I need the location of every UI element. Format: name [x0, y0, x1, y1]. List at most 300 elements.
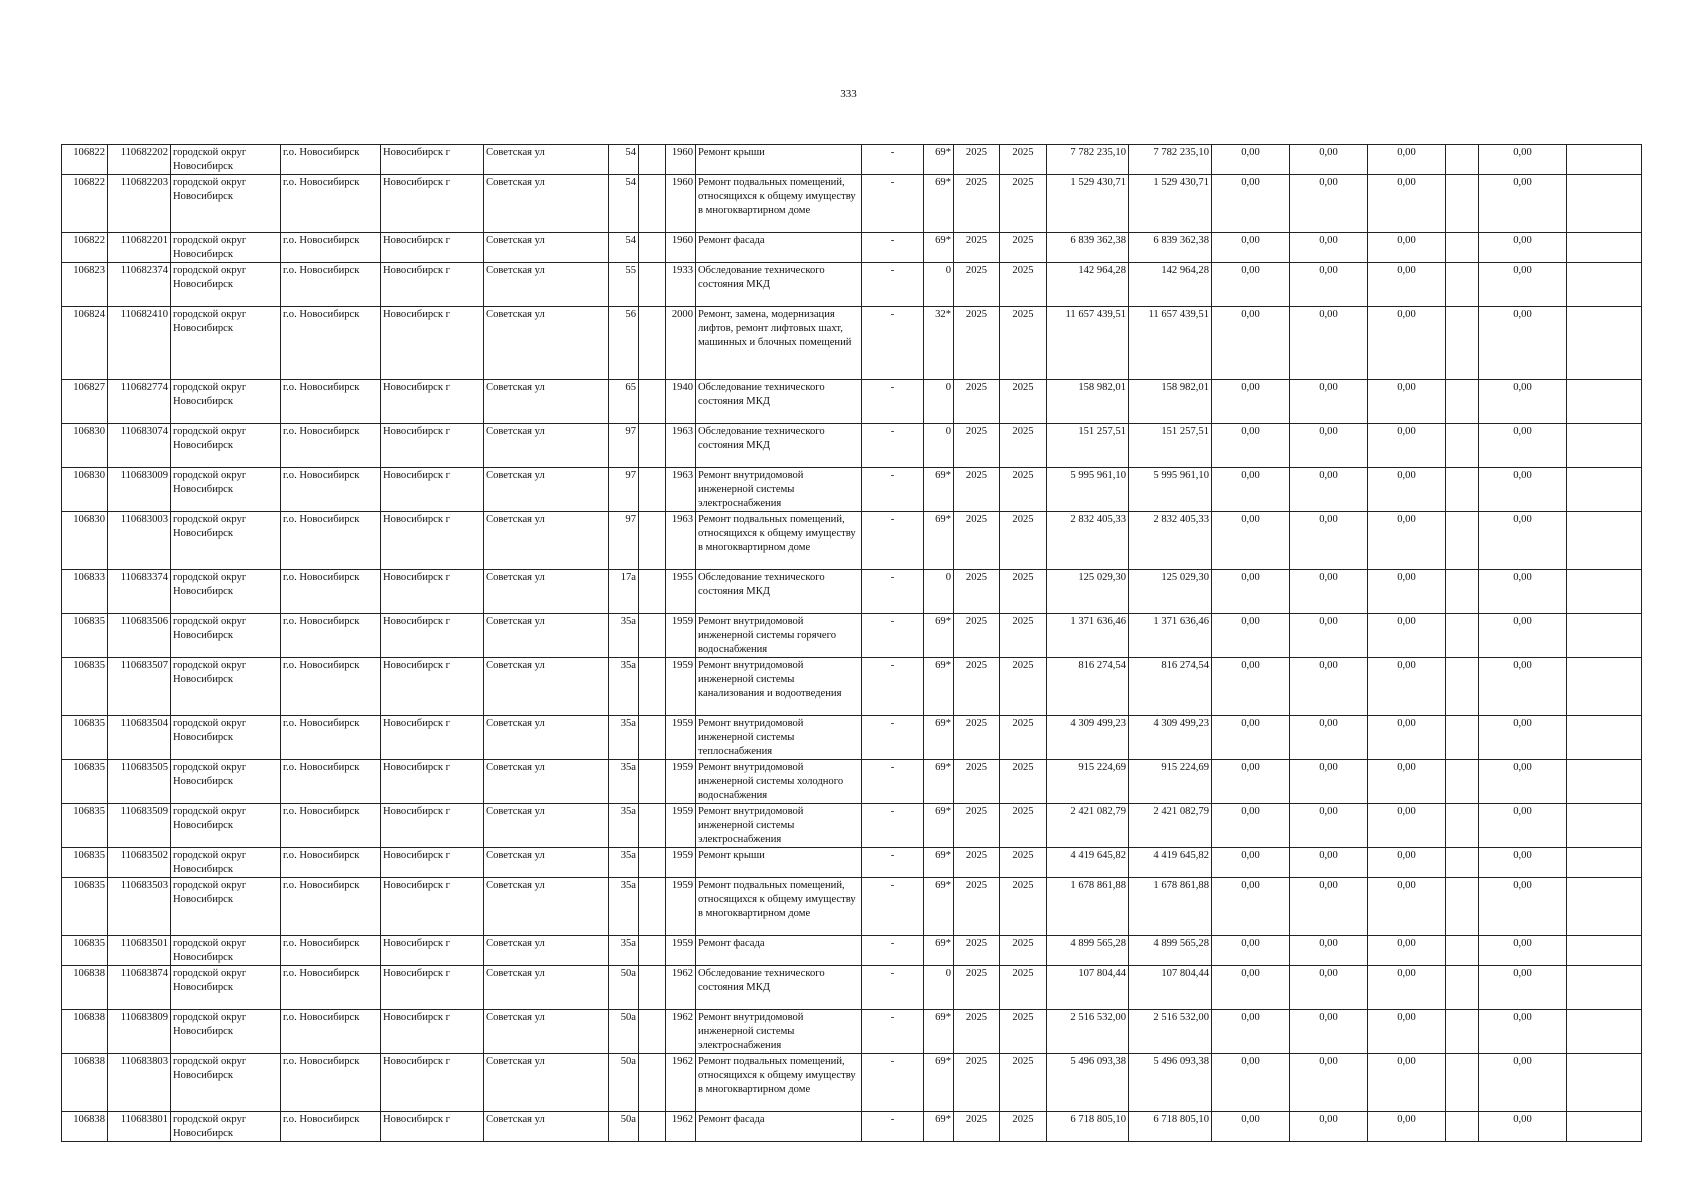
work-code: 110683803 — [108, 1054, 171, 1112]
house-number: 56 — [609, 307, 639, 380]
cost-fund: 915 224,69 — [1129, 760, 1212, 804]
city: Новосибирск г — [381, 804, 484, 848]
empty-cell-3 — [1567, 716, 1642, 760]
dash-cell: - — [862, 175, 924, 233]
empty-cell — [639, 468, 666, 512]
amount-4: 0,00 — [1479, 614, 1567, 658]
plan-year-start: 2025 — [954, 263, 1000, 307]
amount-4: 0,00 — [1479, 760, 1567, 804]
city: Новосибирск г — [381, 1010, 484, 1054]
district: г.о. Новосибирск — [281, 570, 381, 614]
district: г.о. Новосибирск — [281, 848, 381, 878]
amount-2: 0,00 — [1290, 468, 1368, 512]
cost-fund: 816 274,54 — [1129, 658, 1212, 716]
amount-3: 0,00 — [1368, 966, 1446, 1010]
amount-4: 0,00 — [1479, 145, 1567, 175]
dash-cell: - — [862, 380, 924, 424]
empty-cell — [639, 307, 666, 380]
wear-percent: 69* — [924, 1054, 954, 1112]
house-number: 35а — [609, 614, 639, 658]
plan-year-start: 2025 — [954, 804, 1000, 848]
plan-year-start: 2025 — [954, 1054, 1000, 1112]
work-code: 110682203 — [108, 175, 171, 233]
amount-4: 0,00 — [1479, 658, 1567, 716]
empty-cell-2 — [1446, 307, 1479, 380]
municipality: городской округ Новосибирск — [171, 145, 281, 175]
plan-year-end: 2025 — [1000, 1010, 1047, 1054]
amount-2: 0,00 — [1290, 760, 1368, 804]
table-body — [62, 145, 1642, 1142]
cost-fund: 4 899 565,28 — [1129, 936, 1212, 966]
dash-cell: - — [862, 263, 924, 307]
municipality: городской округ Новосибирск — [171, 1010, 281, 1054]
year-built: 1960 — [666, 233, 696, 263]
city: Новосибирск г — [381, 614, 484, 658]
dash-cell: - — [862, 658, 924, 716]
house-number: 35а — [609, 658, 639, 716]
work-code: 110683003 — [108, 512, 171, 570]
house-number: 17а — [609, 570, 639, 614]
cost-total: 6 839 362,38 — [1047, 233, 1129, 263]
amount-2: 0,00 — [1290, 424, 1368, 468]
empty-cell-3 — [1567, 804, 1642, 848]
empty-cell-2 — [1446, 380, 1479, 424]
empty-cell — [639, 263, 666, 307]
plan-year-start: 2025 — [954, 424, 1000, 468]
street: Советская ул — [484, 716, 609, 760]
empty-cell — [639, 380, 666, 424]
empty-cell-2 — [1446, 1054, 1479, 1112]
municipality: городской округ Новосибирск — [171, 512, 281, 570]
amount-2: 0,00 — [1290, 570, 1368, 614]
district: г.о. Новосибирск — [281, 1054, 381, 1112]
plan-year-start: 2025 — [954, 614, 1000, 658]
cost-fund: 125 029,30 — [1129, 570, 1212, 614]
work-code: 110682410 — [108, 307, 171, 380]
house-number: 35а — [609, 760, 639, 804]
work-code: 110683501 — [108, 936, 171, 966]
year-built: 1955 — [666, 570, 696, 614]
table-row — [62, 716, 1642, 760]
municipality: городской округ Новосибирск — [171, 614, 281, 658]
record-id: 106824 — [62, 307, 108, 380]
street: Советская ул — [484, 614, 609, 658]
street: Советская ул — [484, 760, 609, 804]
work-type: Ремонт внутридомовой инженерной системы горячего водоснабжения — [696, 614, 862, 658]
year-built: 1933 — [666, 263, 696, 307]
empty-cell-2 — [1446, 936, 1479, 966]
empty-cell-3 — [1567, 1054, 1642, 1112]
plan-year-start: 2025 — [954, 145, 1000, 175]
record-id: 106830 — [62, 468, 108, 512]
amount-3: 0,00 — [1368, 175, 1446, 233]
table-row — [62, 145, 1642, 175]
house-number: 65 — [609, 380, 639, 424]
amount-4: 0,00 — [1479, 966, 1567, 1010]
plan-year-end: 2025 — [1000, 804, 1047, 848]
amount-2: 0,00 — [1290, 658, 1368, 716]
city: Новосибирск г — [381, 512, 484, 570]
municipality: городской округ Новосибирск — [171, 848, 281, 878]
empty-cell-2 — [1446, 1112, 1479, 1142]
empty-cell-3 — [1567, 760, 1642, 804]
street: Советская ул — [484, 263, 609, 307]
plan-year-start: 2025 — [954, 307, 1000, 380]
year-built: 1940 — [666, 380, 696, 424]
municipality: городской округ Новосибирск — [171, 570, 281, 614]
dash-cell: - — [862, 1054, 924, 1112]
city: Новосибирск г — [381, 716, 484, 760]
amount-3: 0,00 — [1368, 307, 1446, 380]
empty-cell — [639, 145, 666, 175]
work-type: Ремонт крыши — [696, 848, 862, 878]
municipality: городской округ Новосибирск — [171, 966, 281, 1010]
amount-3: 0,00 — [1368, 716, 1446, 760]
wear-percent: 69* — [924, 512, 954, 570]
year-built: 1960 — [666, 175, 696, 233]
empty-cell — [639, 424, 666, 468]
empty-cell — [639, 658, 666, 716]
cost-fund: 7 782 235,10 — [1129, 145, 1212, 175]
wear-percent: 69* — [924, 145, 954, 175]
work-code: 110683009 — [108, 468, 171, 512]
amount-4: 0,00 — [1479, 848, 1567, 878]
work-type: Обследование технического состояния МКД — [696, 424, 862, 468]
year-built: 1962 — [666, 966, 696, 1010]
work-code: 110682774 — [108, 380, 171, 424]
street: Советская ул — [484, 468, 609, 512]
plan-year-end: 2025 — [1000, 263, 1047, 307]
house-number: 35а — [609, 878, 639, 936]
plan-year-end: 2025 — [1000, 233, 1047, 263]
dash-cell: - — [862, 716, 924, 760]
work-type: Ремонт крыши — [696, 145, 862, 175]
empty-cell-2 — [1446, 716, 1479, 760]
empty-cell — [639, 1112, 666, 1142]
work-type: Ремонт внутридомовой инженерной системы холодного водоснабжения — [696, 760, 862, 804]
record-id: 106827 — [62, 380, 108, 424]
amount-3: 0,00 — [1368, 424, 1446, 468]
cost-total: 125 029,30 — [1047, 570, 1129, 614]
cost-fund: 1 371 636,46 — [1129, 614, 1212, 658]
table-row — [62, 380, 1642, 424]
dash-cell: - — [862, 1112, 924, 1142]
empty-cell — [639, 966, 666, 1010]
municipality: городской округ Новосибирск — [171, 468, 281, 512]
work-code: 110683074 — [108, 424, 171, 468]
year-built: 1959 — [666, 716, 696, 760]
city: Новосибирск г — [381, 233, 484, 263]
amount-1: 0,00 — [1212, 570, 1290, 614]
plan-year-end: 2025 — [1000, 760, 1047, 804]
record-id: 106838 — [62, 966, 108, 1010]
record-id: 106835 — [62, 658, 108, 716]
municipality: городской округ Новосибирск — [171, 380, 281, 424]
wear-percent: 69* — [924, 658, 954, 716]
amount-1: 0,00 — [1212, 145, 1290, 175]
work-type: Ремонт подвальных помещений, относящихся к общему имуществу в многоквартирном доме — [696, 175, 862, 233]
amount-1: 0,00 — [1212, 468, 1290, 512]
work-type: Ремонт фасада — [696, 233, 862, 263]
wear-percent: 0 — [924, 966, 954, 1010]
cost-fund: 6 718 805,10 — [1129, 1112, 1212, 1142]
house-number: 50а — [609, 966, 639, 1010]
cost-total: 6 718 805,10 — [1047, 1112, 1129, 1142]
work-type: Ремонт подвальных помещений, относящихся к общему имуществу в многоквартирном доме — [696, 1054, 862, 1112]
street: Советская ул — [484, 570, 609, 614]
district: г.о. Новосибирск — [281, 263, 381, 307]
work-type: Ремонт внутридомовой инженерной системы канализования и водоотведения — [696, 658, 862, 716]
work-code: 110683503 — [108, 878, 171, 936]
district: г.о. Новосибирск — [281, 468, 381, 512]
amount-2: 0,00 — [1290, 804, 1368, 848]
cost-total: 5 496 093,38 — [1047, 1054, 1129, 1112]
district: г.о. Новосибирск — [281, 878, 381, 936]
year-built: 1962 — [666, 1054, 696, 1112]
amount-1: 0,00 — [1212, 658, 1290, 716]
cost-total: 2 421 082,79 — [1047, 804, 1129, 848]
table-row — [62, 1010, 1642, 1054]
plan-year-end: 2025 — [1000, 1054, 1047, 1112]
plan-year-end: 2025 — [1000, 966, 1047, 1010]
house-number: 35а — [609, 936, 639, 966]
cost-fund: 4 309 499,23 — [1129, 716, 1212, 760]
work-type: Ремонт фасада — [696, 1112, 862, 1142]
municipality: городской округ Новосибирск — [171, 878, 281, 936]
empty-cell-3 — [1567, 175, 1642, 233]
district: г.о. Новосибирск — [281, 966, 381, 1010]
work-type: Ремонт подвальных помещений, относящихся к общему имуществу в многоквартирном доме — [696, 878, 862, 936]
cost-fund: 107 804,44 — [1129, 966, 1212, 1010]
amount-3: 0,00 — [1368, 804, 1446, 848]
table-row — [62, 760, 1642, 804]
empty-cell-2 — [1446, 145, 1479, 175]
district: г.о. Новосибирск — [281, 1112, 381, 1142]
city: Новосибирск г — [381, 1054, 484, 1112]
amount-2: 0,00 — [1290, 848, 1368, 878]
empty-cell-3 — [1567, 380, 1642, 424]
house-number: 50а — [609, 1054, 639, 1112]
work-code: 110683506 — [108, 614, 171, 658]
year-built: 1959 — [666, 848, 696, 878]
plan-year-end: 2025 — [1000, 145, 1047, 175]
street: Советская ул — [484, 512, 609, 570]
amount-1: 0,00 — [1212, 307, 1290, 380]
city: Новосибирск г — [381, 175, 484, 233]
cost-fund: 1 678 861,88 — [1129, 878, 1212, 936]
amount-4: 0,00 — [1479, 804, 1567, 848]
work-code: 110683874 — [108, 966, 171, 1010]
cost-fund: 2 421 082,79 — [1129, 804, 1212, 848]
empty-cell — [639, 175, 666, 233]
amount-3: 0,00 — [1368, 1112, 1446, 1142]
amount-2: 0,00 — [1290, 263, 1368, 307]
wear-percent: 69* — [924, 878, 954, 936]
amount-3: 0,00 — [1368, 848, 1446, 878]
wear-percent: 69* — [924, 233, 954, 263]
year-built: 2000 — [666, 307, 696, 380]
cost-total: 1 529 430,71 — [1047, 175, 1129, 233]
record-id: 106835 — [62, 804, 108, 848]
empty-cell-2 — [1446, 1010, 1479, 1054]
record-id: 106835 — [62, 614, 108, 658]
record-id: 106835 — [62, 936, 108, 966]
cost-total: 151 257,51 — [1047, 424, 1129, 468]
table-row — [62, 424, 1642, 468]
plan-year-start: 2025 — [954, 233, 1000, 263]
district: г.о. Новосибирск — [281, 424, 381, 468]
empty-cell-3 — [1567, 145, 1642, 175]
empty-cell-2 — [1446, 175, 1479, 233]
year-built: 1960 — [666, 145, 696, 175]
plan-year-start: 2025 — [954, 848, 1000, 878]
city: Новосибирск г — [381, 468, 484, 512]
amount-1: 0,00 — [1212, 233, 1290, 263]
wear-percent: 69* — [924, 848, 954, 878]
empty-cell — [639, 614, 666, 658]
house-number: 50а — [609, 1010, 639, 1054]
amount-2: 0,00 — [1290, 1010, 1368, 1054]
city: Новосибирск г — [381, 424, 484, 468]
table-row — [62, 614, 1642, 658]
plan-year-start: 2025 — [954, 175, 1000, 233]
cost-fund: 4 419 645,82 — [1129, 848, 1212, 878]
dash-cell: - — [862, 878, 924, 936]
district: г.о. Новосибирск — [281, 175, 381, 233]
city: Новосибирск г — [381, 658, 484, 716]
dash-cell: - — [862, 1010, 924, 1054]
wear-percent: 69* — [924, 175, 954, 233]
municipality: городской округ Новосибирск — [171, 760, 281, 804]
house-number: 54 — [609, 145, 639, 175]
empty-cell-2 — [1446, 614, 1479, 658]
empty-cell-2 — [1446, 424, 1479, 468]
amount-3: 0,00 — [1368, 570, 1446, 614]
city: Новосибирск г — [381, 145, 484, 175]
empty-cell — [639, 848, 666, 878]
amount-4: 0,00 — [1479, 1010, 1567, 1054]
district: г.о. Новосибирск — [281, 658, 381, 716]
dash-cell: - — [862, 468, 924, 512]
record-id: 106835 — [62, 760, 108, 804]
wear-percent: 0 — [924, 380, 954, 424]
empty-cell-2 — [1446, 658, 1479, 716]
cost-total: 1 678 861,88 — [1047, 878, 1129, 936]
record-id: 106830 — [62, 424, 108, 468]
record-id: 106838 — [62, 1054, 108, 1112]
dash-cell: - — [862, 570, 924, 614]
plan-year-start: 2025 — [954, 966, 1000, 1010]
work-type: Ремонт внутридомовой инженерной системы электроснабжения — [696, 1010, 862, 1054]
street: Советская ул — [484, 233, 609, 263]
city: Новосибирск г — [381, 380, 484, 424]
amount-1: 0,00 — [1212, 966, 1290, 1010]
dash-cell: - — [862, 760, 924, 804]
year-built: 1959 — [666, 936, 696, 966]
house-number: 54 — [609, 233, 639, 263]
empty-cell — [639, 1054, 666, 1112]
table-row — [62, 878, 1642, 936]
amount-1: 0,00 — [1212, 848, 1290, 878]
street: Советская ул — [484, 307, 609, 380]
plan-year-start: 2025 — [954, 1010, 1000, 1054]
amount-3: 0,00 — [1368, 512, 1446, 570]
empty-cell-3 — [1567, 424, 1642, 468]
cost-total: 915 224,69 — [1047, 760, 1129, 804]
work-type: Обследование технического состояния МКД — [696, 570, 862, 614]
wear-percent: 69* — [924, 1112, 954, 1142]
empty-cell — [639, 1010, 666, 1054]
amount-1: 0,00 — [1212, 760, 1290, 804]
amount-2: 0,00 — [1290, 936, 1368, 966]
amount-2: 0,00 — [1290, 233, 1368, 263]
amount-1: 0,00 — [1212, 614, 1290, 658]
plan-year-end: 2025 — [1000, 424, 1047, 468]
plan-year-end: 2025 — [1000, 658, 1047, 716]
district: г.о. Новосибирск — [281, 1010, 381, 1054]
empty-cell-3 — [1567, 570, 1642, 614]
dash-cell: - — [862, 512, 924, 570]
street: Советская ул — [484, 936, 609, 966]
amount-3: 0,00 — [1368, 468, 1446, 512]
street: Советская ул — [484, 175, 609, 233]
street: Советская ул — [484, 145, 609, 175]
city: Новосибирск г — [381, 1112, 484, 1142]
amount-1: 0,00 — [1212, 175, 1290, 233]
amount-2: 0,00 — [1290, 1112, 1368, 1142]
municipality: городской округ Новосибирск — [171, 307, 281, 380]
plan-year-start: 2025 — [954, 760, 1000, 804]
year-built: 1963 — [666, 468, 696, 512]
empty-cell-3 — [1567, 848, 1642, 878]
street: Советская ул — [484, 1010, 609, 1054]
table-row — [62, 658, 1642, 716]
work-type: Ремонт внутридомовой инженерной системы теплоснабжения — [696, 716, 862, 760]
dash-cell: - — [862, 233, 924, 263]
amount-2: 0,00 — [1290, 878, 1368, 936]
amount-1: 0,00 — [1212, 878, 1290, 936]
municipality: городской округ Новосибирск — [171, 175, 281, 233]
amount-4: 0,00 — [1479, 570, 1567, 614]
plan-year-end: 2025 — [1000, 614, 1047, 658]
municipality: городской округ Новосибирск — [171, 263, 281, 307]
city: Новосибирск г — [381, 878, 484, 936]
municipality: городской округ Новосибирск — [171, 1054, 281, 1112]
amount-4: 0,00 — [1479, 380, 1567, 424]
amount-1: 0,00 — [1212, 716, 1290, 760]
work-type: Ремонт подвальных помещений, относящихся к общему имуществу в многоквартирном доме — [696, 512, 862, 570]
work-code: 110683801 — [108, 1112, 171, 1142]
cost-fund: 5 995 961,10 — [1129, 468, 1212, 512]
plan-year-end: 2025 — [1000, 848, 1047, 878]
amount-2: 0,00 — [1290, 307, 1368, 380]
empty-cell-3 — [1567, 966, 1642, 1010]
amount-3: 0,00 — [1368, 1054, 1446, 1112]
empty-cell-3 — [1567, 1112, 1642, 1142]
amount-3: 0,00 — [1368, 263, 1446, 307]
work-type: Ремонт внутридомовой инженерной системы электроснабжения — [696, 468, 862, 512]
plan-year-end: 2025 — [1000, 175, 1047, 233]
city: Новосибирск г — [381, 760, 484, 804]
empty-cell-3 — [1567, 233, 1642, 263]
city: Новосибирск г — [381, 570, 484, 614]
amount-4: 0,00 — [1479, 175, 1567, 233]
cost-fund: 158 982,01 — [1129, 380, 1212, 424]
amount-1: 0,00 — [1212, 804, 1290, 848]
amount-1: 0,00 — [1212, 1054, 1290, 1112]
work-code: 110683809 — [108, 1010, 171, 1054]
empty-cell-3 — [1567, 512, 1642, 570]
